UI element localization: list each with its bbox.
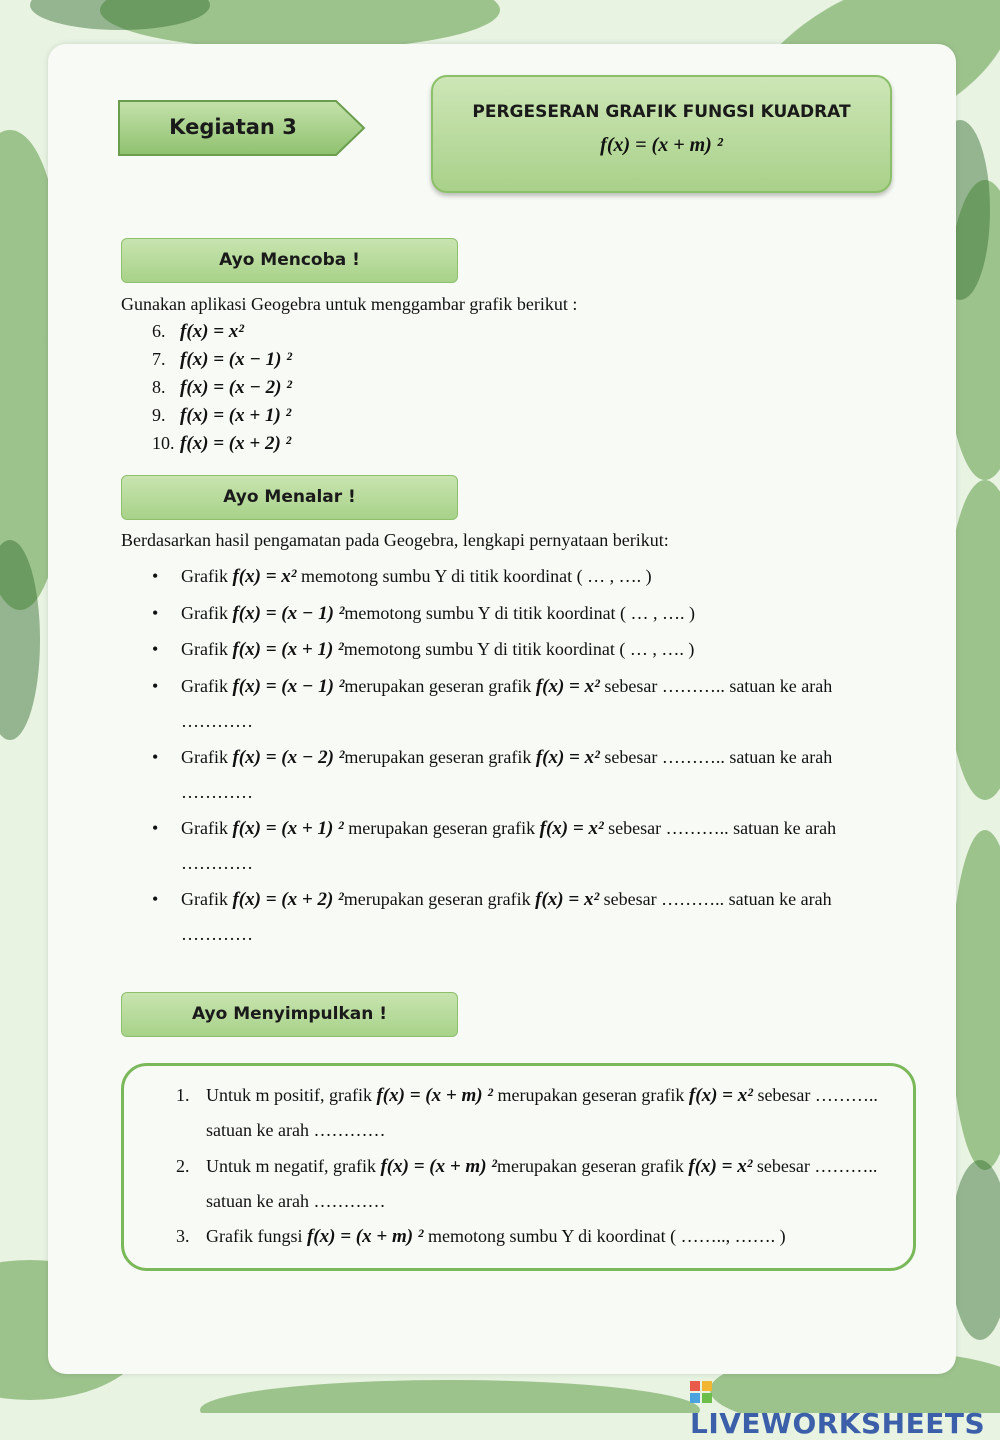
brand-text: LIVEWORKSHEETS: [690, 1407, 986, 1440]
title-box: [431, 75, 892, 193]
liveworksheets-icon: [690, 1381, 712, 1403]
section-heading-conclude: Ayo Menyimpulkan !: [121, 992, 458, 1037]
activity-label: [118, 100, 366, 156]
title-formula: f(x) = (x + m) ²: [600, 134, 723, 156]
try-intro: Gunakan aplikasi Geogebra untuk menggambar grafik berikut :: [121, 294, 578, 314]
section-heading-reason: Ayo Menalar !: [121, 475, 458, 520]
list-item: 7. f(x) = (x − 1) ²: [152, 349, 292, 370]
page-title: PERGESERAN GRAFIK FUNGSI KUADRAT: [472, 102, 851, 122]
list-item: 8. f(x) = (x − 2) ²: [152, 377, 292, 398]
brand-logo[interactable]: [690, 1374, 1000, 1440]
list-item: 9. f(x) = (x + 1) ²: [152, 405, 292, 426]
list-item: 10. f(x) = (x + 2) ²: [152, 433, 292, 454]
list-item: 6. f(x) = x²: [152, 321, 245, 342]
reason-intro: Berdasarkan hasil pengamatan pada Geogebra, lengkapi pernyataan berikut:: [121, 530, 669, 550]
activity-label-text: Kegiatan 3: [169, 115, 297, 139]
section-heading-try: Ayo Mencoba !: [121, 238, 458, 283]
